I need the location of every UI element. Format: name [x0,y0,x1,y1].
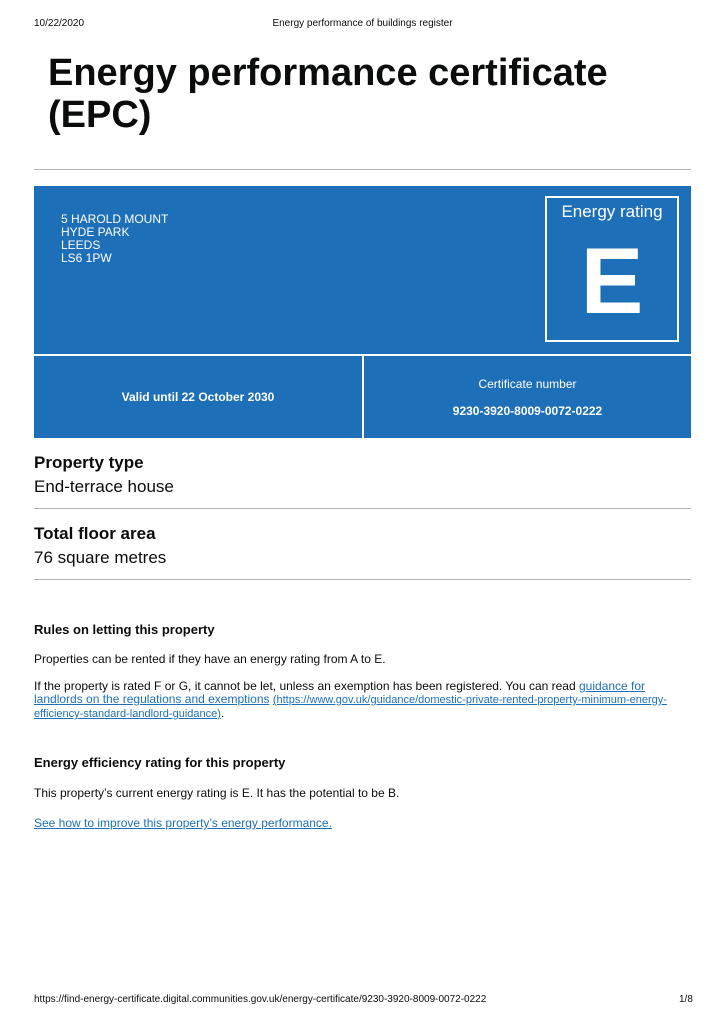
landlord-guidance-link[interactable]: guidance for landlords on the regulations and exemptions [34,679,646,706]
efficiency-heading: Energy efficiency rating for this property [34,755,286,770]
page-title: Energy performance certificate (EPC) [48,52,608,136]
floor-area-heading: Total floor area [34,524,156,543]
print-date: 10/22/2020 [34,18,85,29]
improve-link-wrapper [34,817,694,830]
certificate-number: 9230-3920-8009-0072-0222 [452,404,603,418]
divider [34,169,691,170]
efficiency-text: This property’s current energy rating is E. It has the potential to be B. [34,786,400,800]
address-line-2: HYDE PARK [61,225,130,239]
valid-until: Valid until 22 October 2030 [121,390,275,404]
divider [34,508,691,509]
letting-rules-text: Properties can be rented if they have an energy rating from A to E. [34,652,386,666]
page-number: 1/8 [679,994,693,1005]
print-header-title: Energy performance of buildings register [272,18,453,29]
letting-exemption-text [34,680,694,721]
letting-rules-heading: Rules on letting this property [34,622,215,637]
energy-rating-label: Energy rating [561,202,663,221]
certificate-number-label: Certificate number [478,377,577,391]
floor-area-value: 76 square metres [34,548,167,567]
exemption-text-prefix: If the property is rated F or G, it cannot be let, unless an exemption has been registered. You can read [34,679,579,693]
certificate-panel [364,356,691,438]
energy-rating-letter: E [580,228,644,333]
property-address [61,213,168,265]
divider [34,579,691,580]
footer-url: https://find-energy-certificate.digital.communities.gov.uk/energy-certificate/9230-3920-8009-0072-0222 [34,994,487,1005]
address-line-1: 5 HAROLD MOUNT [61,212,169,226]
property-type-value: End-terrace house [34,477,174,496]
address-line-3: LEEDS [61,238,101,252]
property-type-heading: Property type [34,453,144,472]
exemption-text-suffix: . [220,706,225,720]
landlord-guidance-url[interactable]: (https://www.gov.uk/guidance/domestic-private-rented-property-minimum-energy-efficiency-standard-landlord-guidance) [34,694,667,720]
address-line-4: LS6 1PW [61,251,112,265]
improve-performance-link[interactable]: See how to improve this property’s energy performance. [34,816,332,830]
